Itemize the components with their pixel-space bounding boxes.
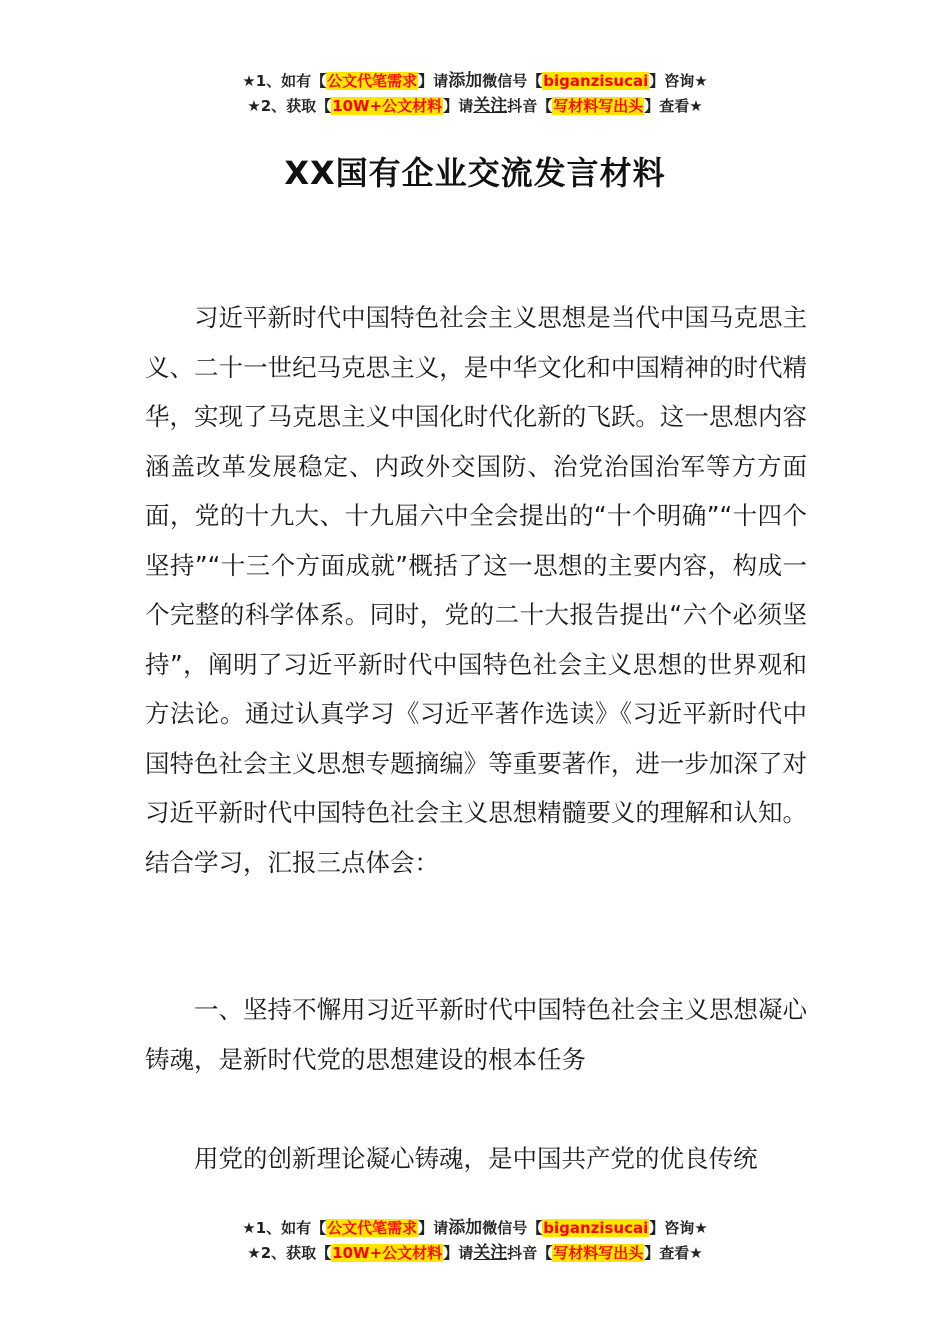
banner-text: 】查看★ [644, 97, 703, 115]
banner-highlight: 10W+公文材料 [332, 97, 443, 115]
banner-text: 】查看★ [644, 1244, 703, 1262]
banner-text: ★1、如有【 [242, 72, 327, 90]
banner-wechat-id: biganzisucai [543, 72, 649, 90]
banner-douyin-id: 写材料写出头 [553, 1244, 644, 1262]
banner-text: 微信号【 [482, 72, 543, 90]
banner-emphasis: 添加 [448, 71, 483, 91]
banner-douyin-id: 写材料写出头 [553, 97, 644, 115]
banner-line-2 [0, 94, 950, 119]
banner-emphasis: 关注 [473, 96, 508, 116]
banner-text: ★2、获取【 [247, 1244, 332, 1262]
body-paragraph: 用党的创新理论凝心铸魂，是中国共产党的优良传统 [194, 1144, 758, 1173]
banner-text: 】请 [418, 72, 449, 90]
banner-text: 】请 [418, 1219, 449, 1237]
body-paragraph: 习近平新时代中国特色社会主义思想是当代中国马克思主义、二十一世纪马克思主义，是中华文化和中国精神的时代精华，实现了马克思主义中国化时代化新的飞跃。这一思想内容涵盖改革发展稳定、内政外交国防、治党治国治军等方方面面，党的十九大、十九届六中全会提出的“十个明确”“十四个坚持”“十三个方面成就”概括了这一思想的主要内容，构成一个完整的科学体系。同时，党的二十大报告提出“六个必须坚持”，阐明了习近平新时代中国特色社会主义思想的世界观和方法论。通过认真学习《习近平著作选读》《习近平新时代中国特色社会主义思想专题摘编》等重要著作，进一步加深了对习近平新时代中国特色社会主义思想精髓要义的理解和认知。结合学习，汇报三点体会： [145, 303, 807, 877]
banner-text: 微信号【 [482, 1219, 543, 1237]
banner-text: 】请 [443, 1244, 474, 1262]
banner-emphasis: 关注 [473, 1243, 508, 1263]
banner-emphasis: 添加 [448, 1218, 483, 1238]
banner-text: 】请 [443, 97, 474, 115]
banner-text: 】咨询★ [649, 72, 708, 90]
banner-highlight: 公文代笔需求 [327, 1219, 418, 1237]
banner-line-1 [0, 69, 950, 94]
banner-highlight: 公文代笔需求 [327, 72, 418, 90]
banner-text: ★2、获取【 [247, 97, 332, 115]
header-banner [0, 69, 950, 119]
banner-highlight: 10W+公文材料 [332, 1244, 443, 1262]
document-title: XX国有企业交流发言材料 [284, 154, 666, 192]
banner-wechat-id: biganzisucai [543, 1219, 649, 1237]
banner-text: ★1、如有【 [242, 1219, 327, 1237]
banner-line-1 [0, 1216, 950, 1241]
banner-text: 抖音【 [507, 1244, 553, 1262]
section-heading: 一、坚持不懈用习近平新时代中国特色社会主义思想凝心铸魂，是新时代党的思想建设的根本任务 [145, 995, 807, 1074]
footer-banner [0, 1216, 950, 1266]
banner-text: 】咨询★ [649, 1219, 708, 1237]
banner-line-2 [0, 1241, 950, 1266]
banner-text: 抖音【 [507, 97, 553, 115]
